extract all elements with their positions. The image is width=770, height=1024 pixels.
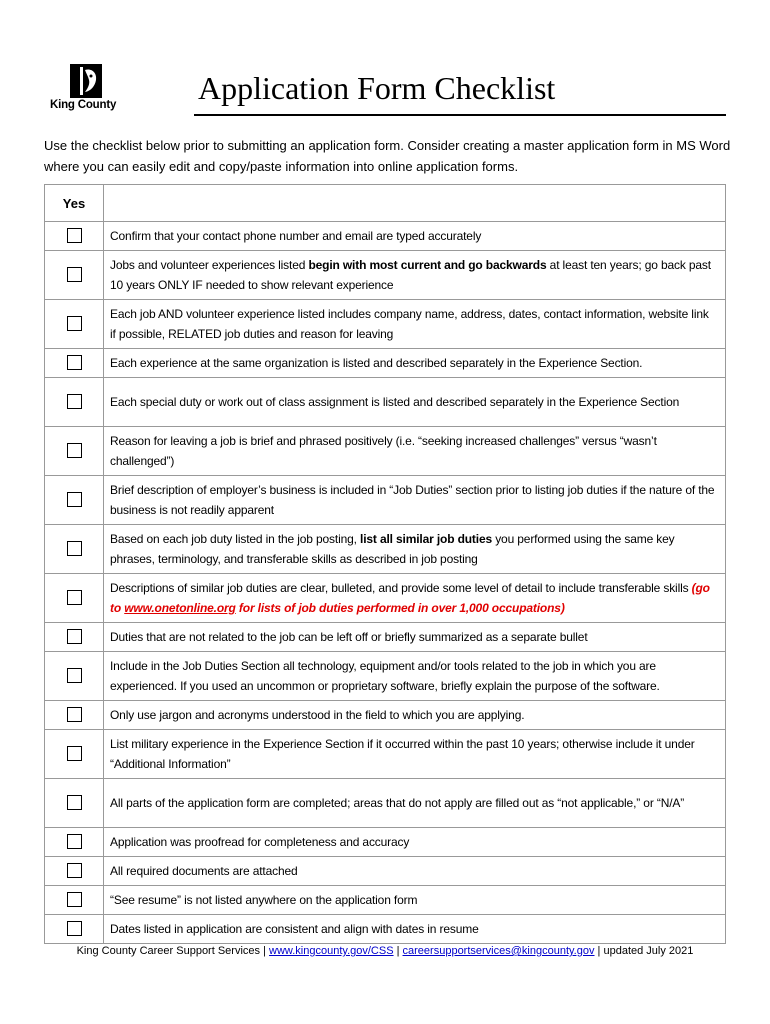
- table-row: [45, 574, 726, 623]
- checkbox[interactable]: [67, 863, 82, 878]
- table-row: [45, 857, 726, 886]
- checklist-item: “See resume” is not listed anywhere on the application form: [104, 886, 726, 915]
- checkbox[interactable]: [67, 707, 82, 722]
- table-row: [45, 222, 726, 251]
- item-emphasis: begin with most current and go backwards: [308, 258, 547, 272]
- footer-email-link[interactable]: careersupportservices@kingcounty.gov: [402, 945, 595, 957]
- footer-separator: |: [260, 945, 270, 957]
- checkbox-cell: [45, 427, 104, 476]
- checkbox[interactable]: [67, 355, 82, 370]
- checklist-item: All parts of the application form are completed; areas that do not apply are filled out as “not applicable,” or “N/A”: [104, 779, 726, 828]
- checkbox-cell: [45, 251, 104, 300]
- checkbox[interactable]: [67, 590, 82, 605]
- table-row: [45, 525, 726, 574]
- checkbox-cell: [45, 857, 104, 886]
- checkbox-cell: [45, 300, 104, 349]
- checkbox[interactable]: [67, 668, 82, 683]
- item-text: you performed using the same key phrases, terminology, and transferable skills as described in job posting: [110, 532, 675, 566]
- page-title: Application Form Checklist: [198, 70, 556, 106]
- onetonline-link[interactable]: www.onetonline.org: [124, 601, 236, 615]
- checkbox-cell: [45, 730, 104, 779]
- checkbox[interactable]: [67, 492, 82, 507]
- checkbox[interactable]: [67, 746, 82, 761]
- checklist-item: Each special duty or work out of class assignment is listed and described separately in the Experience Section: [104, 378, 726, 427]
- table-header-row: [45, 185, 726, 222]
- checkbox-cell: [45, 886, 104, 915]
- checklist-item: Brief description of employer’s business is included in “Job Duties” section prior to listing job duties if the nature of the business is not readily apparent: [104, 476, 726, 525]
- header: [44, 60, 726, 118]
- item-text: Jobs and volunteer experiences listed: [110, 258, 309, 272]
- checklist-item: [104, 525, 726, 574]
- table-row: [45, 779, 726, 828]
- footer-separator: |: [594, 945, 604, 957]
- checklist-item: Dates listed in application are consistent and align with dates in resume: [104, 915, 726, 944]
- table-row: [45, 378, 726, 427]
- footer: [0, 945, 770, 957]
- checklist-item: Each job AND volunteer experience listed includes company name, address, dates, contact information, website link if possible, RELATED job duties and reason for leaving: [104, 300, 726, 349]
- footer-updated: updated July 2021: [603, 945, 694, 957]
- checklist-item: Include in the Job Duties Section all technology, equipment and/or tools related to the job in which you are experienced. If you used an uncommon or proprietary software, briefly explain the purpose of the software.: [104, 652, 726, 701]
- checklist-item: Reason for leaving a job is brief and phrased positively (i.e. “seeking increased challenges” versus “wasn’t challenged”): [104, 427, 726, 476]
- checkbox-cell: [45, 828, 104, 857]
- item-emphasis: list all similar job duties: [360, 532, 493, 546]
- checkbox-cell: [45, 222, 104, 251]
- table-row: [45, 300, 726, 349]
- intro-paragraph: Use the checklist below prior to submitting an application form. Consider creating a master application form in MS Word where you can easily edit and copy/paste information into online application forms.: [44, 138, 731, 174]
- checklist-item: Only use jargon and acronyms understood in the field to which you are applying.: [104, 701, 726, 730]
- checkbox-cell: [45, 652, 104, 701]
- checklist-item: [104, 251, 726, 300]
- note-text: for lists of job duties performed in over 1,000 occupations): [235, 601, 565, 615]
- checklist-item: All required documents are attached: [104, 857, 726, 886]
- note-text: (go to: [110, 581, 710, 615]
- checklist-item: List military experience in the Experience Section if it occurred within the past 10 years; otherwise include it under “Additional Information”: [104, 730, 726, 779]
- checkbox-cell: [45, 574, 104, 623]
- checkbox[interactable]: [67, 834, 82, 849]
- item-text: at least ten years; go back past 10 years ONLY IF needed to show relevant experience: [110, 258, 711, 292]
- yes-column-header: Yes: [45, 185, 104, 222]
- checkbox-cell: [45, 349, 104, 378]
- title-underline: [194, 114, 726, 116]
- checkbox[interactable]: [67, 629, 82, 644]
- checkbox[interactable]: [67, 795, 82, 810]
- checkbox-cell: [45, 779, 104, 828]
- checkbox[interactable]: [67, 892, 82, 907]
- checkbox[interactable]: [67, 394, 82, 409]
- table-row: [45, 652, 726, 701]
- checkbox[interactable]: [67, 541, 82, 556]
- item-column-header: [104, 185, 726, 222]
- table-row: [45, 623, 726, 652]
- checkbox[interactable]: [67, 316, 82, 331]
- table-row: [45, 251, 726, 300]
- checklist-item: Duties that are not related to the job can be left off or briefly summarized as a separate bullet: [104, 623, 726, 652]
- checkbox[interactable]: [67, 267, 82, 282]
- table-row: [45, 701, 726, 730]
- item-text: Based on each job duty listed in the job posting,: [110, 532, 361, 546]
- table-row: [45, 476, 726, 525]
- table-row: [45, 886, 726, 915]
- table-row: [45, 349, 726, 378]
- footer-org: King County Career Support Services: [76, 945, 261, 957]
- checkbox-cell: [45, 915, 104, 944]
- checkbox[interactable]: [67, 443, 82, 458]
- table-row: [45, 730, 726, 779]
- footer-website-link[interactable]: www.kingcounty.gov/CSS: [269, 945, 394, 957]
- checkbox[interactable]: [67, 921, 82, 936]
- checklist-table: [44, 184, 726, 944]
- checkbox[interactable]: [67, 228, 82, 243]
- checkbox-cell: [45, 525, 104, 574]
- checkbox-cell: [45, 476, 104, 525]
- checklist-item: [104, 574, 726, 623]
- king-county-logo-icon: [70, 64, 102, 98]
- logo-wordmark: King County: [50, 99, 117, 111]
- table-row: [45, 427, 726, 476]
- checklist-item: Each experience at the same organization is listed and described separately in the Experience Section.: [104, 349, 726, 378]
- table-row: [45, 915, 726, 944]
- footer-separator: |: [393, 945, 403, 957]
- king-county-logo: [50, 62, 124, 114]
- checklist-item: Application was proofread for completeness and accuracy: [104, 828, 726, 857]
- checkbox-cell: [45, 623, 104, 652]
- checkbox-cell: [45, 701, 104, 730]
- checklist-item: Confirm that your contact phone number and email are typed accurately: [104, 222, 726, 251]
- checkbox-cell: [45, 378, 104, 427]
- table-row: [45, 828, 726, 857]
- item-text: Descriptions of similar job duties are clear, bulleted, and provide some level of detail to include transferable skills: [110, 581, 692, 595]
